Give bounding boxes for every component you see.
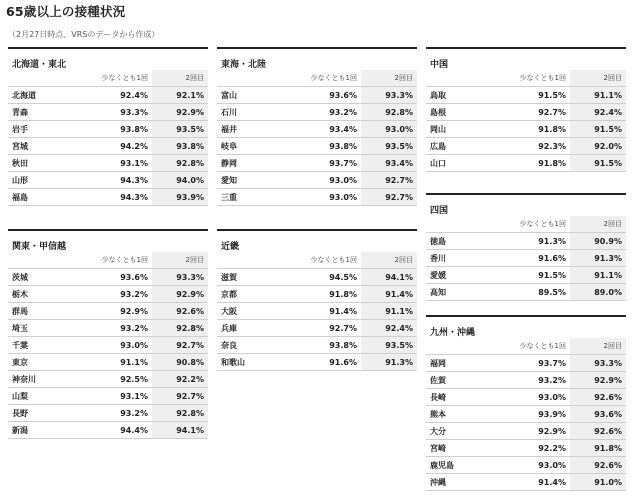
- table-row: [426, 284, 626, 301]
- second-dose-rate: 91.0%: [570, 474, 626, 491]
- table-header-row: [426, 216, 626, 233]
- second-dose-rate: 92.8%: [152, 155, 208, 172]
- first-dose-rate: 91.1%: [82, 354, 152, 371]
- prefecture-name: 新潟: [8, 422, 82, 439]
- prefecture-name: 静岡: [217, 155, 291, 172]
- second-dose-rate: 91.1%: [570, 87, 626, 104]
- vaccination-table: [426, 338, 626, 491]
- header-blank: [426, 70, 500, 87]
- header-second-dose: 2回目: [361, 70, 417, 87]
- header-second-dose: 2回目: [570, 338, 626, 355]
- first-dose-rate: 92.7%: [500, 104, 570, 121]
- second-dose-rate: 92.7%: [152, 388, 208, 405]
- table-row: [426, 233, 626, 250]
- first-dose-rate: 91.8%: [291, 286, 361, 303]
- data-note: （2月27日時点、VRSのデータから作成）: [8, 30, 160, 39]
- first-dose-rate: 93.8%: [291, 337, 361, 354]
- prefecture-name: 佐賀: [426, 372, 500, 389]
- table-row: [426, 406, 626, 423]
- first-dose-rate: 94.4%: [82, 422, 152, 439]
- prefecture-name: 愛媛: [426, 267, 500, 284]
- second-dose-rate: 92.4%: [361, 320, 417, 337]
- prefecture-name: 島根: [426, 104, 500, 121]
- second-dose-rate: 92.7%: [361, 172, 417, 189]
- prefecture-name: 沖縄: [426, 474, 500, 491]
- table-row: [426, 372, 626, 389]
- table-row: [217, 155, 417, 172]
- table-row: [8, 405, 208, 422]
- first-dose-rate: 91.8%: [500, 155, 570, 172]
- prefecture-name: 東京: [8, 354, 82, 371]
- first-dose-rate: 92.2%: [500, 440, 570, 457]
- second-dose-rate: 92.8%: [152, 320, 208, 337]
- prefecture-name: 滋賀: [217, 269, 291, 286]
- first-dose-rate: 92.4%: [82, 87, 152, 104]
- table-header-row: [217, 252, 417, 269]
- table-row: [8, 354, 208, 371]
- second-dose-rate: 91.1%: [361, 303, 417, 320]
- table-row: [217, 87, 417, 104]
- header-second-dose: 2回目: [570, 216, 626, 233]
- prefecture-name: 埼玉: [8, 320, 82, 337]
- first-dose-rate: 91.6%: [500, 250, 570, 267]
- table-row: [8, 422, 208, 439]
- table-row: [426, 87, 626, 104]
- vaccination-table: [217, 252, 417, 371]
- region-table: [8, 47, 208, 206]
- first-dose-rate: 94.3%: [82, 189, 152, 206]
- prefecture-name: 福岡: [426, 355, 500, 372]
- first-dose-rate: 92.3%: [500, 138, 570, 155]
- first-dose-rate: 92.7%: [291, 320, 361, 337]
- prefecture-name: 山口: [426, 155, 500, 172]
- prefecture-name: 徳島: [426, 233, 500, 250]
- prefecture-name: 岡山: [426, 121, 500, 138]
- table-row: [8, 303, 208, 320]
- first-dose-rate: 93.7%: [291, 155, 361, 172]
- header-blank: [217, 252, 291, 269]
- header-first-dose: 少なくとも1回: [500, 338, 570, 355]
- table-row: [426, 389, 626, 406]
- header-blank: [8, 70, 82, 87]
- second-dose-rate: 93.5%: [361, 337, 417, 354]
- second-dose-rate: 92.9%: [152, 286, 208, 303]
- vaccination-table: [8, 252, 208, 439]
- table-row: [426, 121, 626, 138]
- first-dose-rate: 91.3%: [500, 233, 570, 250]
- second-dose-rate: 94.0%: [152, 172, 208, 189]
- table-row: [8, 189, 208, 206]
- second-dose-rate: 92.6%: [570, 389, 626, 406]
- table-row: [426, 423, 626, 440]
- table-header-row: [217, 70, 417, 87]
- table-row: [8, 121, 208, 138]
- prefecture-name: 大阪: [217, 303, 291, 320]
- prefecture-name: 栃木: [8, 286, 82, 303]
- header-second-dose: 2回目: [152, 252, 208, 269]
- header-first-dose: 少なくとも1回: [500, 70, 570, 87]
- second-dose-rate: 92.9%: [152, 104, 208, 121]
- first-dose-rate: 93.7%: [500, 355, 570, 372]
- table-row: [426, 104, 626, 121]
- table-row: [217, 104, 417, 121]
- region-table: [426, 193, 626, 301]
- header-first-dose: 少なくとも1回: [291, 70, 361, 87]
- table-row: [217, 138, 417, 155]
- prefecture-name: 京都: [217, 286, 291, 303]
- second-dose-rate: 92.0%: [570, 138, 626, 155]
- prefecture-name: 香川: [426, 250, 500, 267]
- first-dose-rate: 93.2%: [291, 104, 361, 121]
- table-row: [8, 155, 208, 172]
- prefecture-name: 北海道: [8, 87, 82, 104]
- second-dose-rate: 93.0%: [361, 121, 417, 138]
- first-dose-rate: 94.5%: [291, 269, 361, 286]
- second-dose-rate: 93.5%: [361, 138, 417, 155]
- second-dose-rate: 93.9%: [152, 189, 208, 206]
- prefecture-name: 高知: [426, 284, 500, 301]
- second-dose-rate: 93.6%: [570, 406, 626, 423]
- header-blank: [426, 216, 500, 233]
- page-title: 65歳以上の接種状況: [6, 4, 126, 19]
- prefecture-name: 熊本: [426, 406, 500, 423]
- second-dose-rate: 93.3%: [570, 355, 626, 372]
- table-row: [426, 155, 626, 172]
- header-first-dose: 少なくとも1回: [291, 252, 361, 269]
- header-blank: [426, 338, 500, 355]
- table-row: [426, 355, 626, 372]
- prefecture-name: 山形: [8, 172, 82, 189]
- second-dose-rate: 92.7%: [361, 189, 417, 206]
- region-table: [8, 229, 208, 439]
- prefecture-name: 山梨: [8, 388, 82, 405]
- second-dose-rate: 92.6%: [570, 457, 626, 474]
- first-dose-rate: 94.2%: [82, 138, 152, 155]
- first-dose-rate: 91.4%: [500, 474, 570, 491]
- first-dose-rate: 93.8%: [82, 121, 152, 138]
- first-dose-rate: 93.6%: [82, 269, 152, 286]
- table-row: [8, 337, 208, 354]
- second-dose-rate: 89.0%: [570, 284, 626, 301]
- table-row: [217, 303, 417, 320]
- region-heading: 近畿: [217, 229, 417, 252]
- region-heading: 東海・北陸: [217, 47, 417, 70]
- second-dose-rate: 90.9%: [570, 233, 626, 250]
- prefecture-name: 奈良: [217, 337, 291, 354]
- prefecture-name: 長野: [8, 405, 82, 422]
- second-dose-rate: 92.7%: [152, 337, 208, 354]
- table-row: [8, 87, 208, 104]
- header-second-dose: 2回目: [152, 70, 208, 87]
- prefecture-name: 愛知: [217, 172, 291, 189]
- header-blank: [8, 252, 82, 269]
- first-dose-rate: 93.0%: [500, 389, 570, 406]
- table-row: [426, 440, 626, 457]
- first-dose-rate: 91.4%: [291, 303, 361, 320]
- prefecture-name: 茨城: [8, 269, 82, 286]
- prefecture-name: 神奈川: [8, 371, 82, 388]
- prefecture-name: 福島: [8, 189, 82, 206]
- region-heading: 四国: [426, 193, 626, 216]
- vaccination-table: [426, 216, 626, 301]
- table-row: [8, 388, 208, 405]
- first-dose-rate: 91.5%: [500, 87, 570, 104]
- first-dose-rate: 93.6%: [291, 87, 361, 104]
- header-first-dose: 少なくとも1回: [500, 216, 570, 233]
- second-dose-rate: 94.1%: [152, 422, 208, 439]
- header-second-dose: 2回目: [361, 252, 417, 269]
- second-dose-rate: 93.3%: [152, 269, 208, 286]
- second-dose-rate: 91.3%: [570, 250, 626, 267]
- second-dose-rate: 92.8%: [361, 104, 417, 121]
- table-row: [217, 172, 417, 189]
- prefecture-name: 和歌山: [217, 354, 291, 371]
- first-dose-rate: 91.6%: [291, 354, 361, 371]
- first-dose-rate: 93.2%: [82, 286, 152, 303]
- first-dose-rate: 93.0%: [291, 189, 361, 206]
- prefecture-name: 大分: [426, 423, 500, 440]
- table-row: [8, 172, 208, 189]
- prefecture-name: 青森: [8, 104, 82, 121]
- table-header-row: [426, 338, 626, 355]
- second-dose-rate: 90.8%: [152, 354, 208, 371]
- first-dose-rate: 93.0%: [500, 457, 570, 474]
- first-dose-rate: 91.8%: [500, 121, 570, 138]
- first-dose-rate: 94.3%: [82, 172, 152, 189]
- table-row: [8, 269, 208, 286]
- prefecture-name: 岐阜: [217, 138, 291, 155]
- first-dose-rate: 93.0%: [82, 337, 152, 354]
- region-heading: 関東・甲信越: [8, 229, 208, 252]
- prefecture-name: 岩手: [8, 121, 82, 138]
- table-row: [217, 189, 417, 206]
- prefecture-name: 長崎: [426, 389, 500, 406]
- table-row: [217, 337, 417, 354]
- first-dose-rate: 93.1%: [82, 155, 152, 172]
- first-dose-rate: 92.5%: [82, 371, 152, 388]
- first-dose-rate: 93.4%: [291, 121, 361, 138]
- prefecture-name: 富山: [217, 87, 291, 104]
- prefecture-name: 三重: [217, 189, 291, 206]
- first-dose-rate: 93.3%: [82, 104, 152, 121]
- table-header-row: [426, 70, 626, 87]
- second-dose-rate: 91.1%: [570, 267, 626, 284]
- region-table: [217, 47, 417, 206]
- second-dose-rate: 92.6%: [152, 303, 208, 320]
- table-row: [8, 371, 208, 388]
- table-row: [426, 267, 626, 284]
- second-dose-rate: 91.8%: [570, 440, 626, 457]
- second-dose-rate: 92.2%: [152, 371, 208, 388]
- first-dose-rate: 93.2%: [82, 405, 152, 422]
- second-dose-rate: 93.8%: [152, 138, 208, 155]
- second-dose-rate: 91.3%: [361, 354, 417, 371]
- header-second-dose: 2回目: [570, 70, 626, 87]
- prefecture-name: 福井: [217, 121, 291, 138]
- table-row: [217, 121, 417, 138]
- first-dose-rate: 91.5%: [500, 267, 570, 284]
- second-dose-rate: 91.5%: [570, 155, 626, 172]
- table-header-row: [8, 70, 208, 87]
- table-row: [8, 138, 208, 155]
- second-dose-rate: 94.1%: [361, 269, 417, 286]
- second-dose-rate: 92.9%: [570, 372, 626, 389]
- vaccination-table: [8, 70, 208, 206]
- table-header-row: [8, 252, 208, 269]
- prefecture-name: 兵庫: [217, 320, 291, 337]
- region-table: [426, 315, 626, 491]
- vaccination-table: [217, 70, 417, 206]
- second-dose-rate: 92.1%: [152, 87, 208, 104]
- region-heading: 中国: [426, 47, 626, 70]
- second-dose-rate: 93.3%: [361, 87, 417, 104]
- vaccination-table: [426, 70, 626, 172]
- table-row: [217, 320, 417, 337]
- table-row: [426, 138, 626, 155]
- region-table: [217, 229, 417, 371]
- second-dose-rate: 93.5%: [152, 121, 208, 138]
- prefecture-name: 秋田: [8, 155, 82, 172]
- second-dose-rate: 92.8%: [152, 405, 208, 422]
- second-dose-rate: 92.4%: [570, 104, 626, 121]
- first-dose-rate: 93.8%: [291, 138, 361, 155]
- second-dose-rate: 91.4%: [361, 286, 417, 303]
- prefecture-name: 広島: [426, 138, 500, 155]
- first-dose-rate: 93.9%: [500, 406, 570, 423]
- first-dose-rate: 89.5%: [500, 284, 570, 301]
- region-table: [426, 47, 626, 172]
- second-dose-rate: 92.6%: [570, 423, 626, 440]
- table-row: [8, 104, 208, 121]
- table-row: [8, 286, 208, 303]
- table-row: [217, 286, 417, 303]
- region-heading: 北海道・東北: [8, 47, 208, 70]
- header-first-dose: 少なくとも1回: [82, 70, 152, 87]
- header-first-dose: 少なくとも1回: [82, 252, 152, 269]
- table-row: [217, 269, 417, 286]
- prefecture-name: 鹿児島: [426, 457, 500, 474]
- first-dose-rate: 92.9%: [82, 303, 152, 320]
- first-dose-rate: 93.1%: [82, 388, 152, 405]
- first-dose-rate: 93.2%: [500, 372, 570, 389]
- header-blank: [217, 70, 291, 87]
- prefecture-name: 石川: [217, 104, 291, 121]
- table-row: [426, 250, 626, 267]
- first-dose-rate: 92.9%: [500, 423, 570, 440]
- prefecture-name: 宮崎: [426, 440, 500, 457]
- prefecture-name: 宮城: [8, 138, 82, 155]
- prefecture-name: 群馬: [8, 303, 82, 320]
- second-dose-rate: 91.5%: [570, 121, 626, 138]
- region-heading: 九州・沖縄: [426, 315, 626, 338]
- table-row: [217, 354, 417, 371]
- table-row: [426, 457, 626, 474]
- table-row: [426, 474, 626, 491]
- table-row: [8, 320, 208, 337]
- first-dose-rate: 93.0%: [291, 172, 361, 189]
- first-dose-rate: 93.2%: [82, 320, 152, 337]
- prefecture-name: 鳥取: [426, 87, 500, 104]
- second-dose-rate: 93.4%: [361, 155, 417, 172]
- prefecture-name: 千葉: [8, 337, 82, 354]
